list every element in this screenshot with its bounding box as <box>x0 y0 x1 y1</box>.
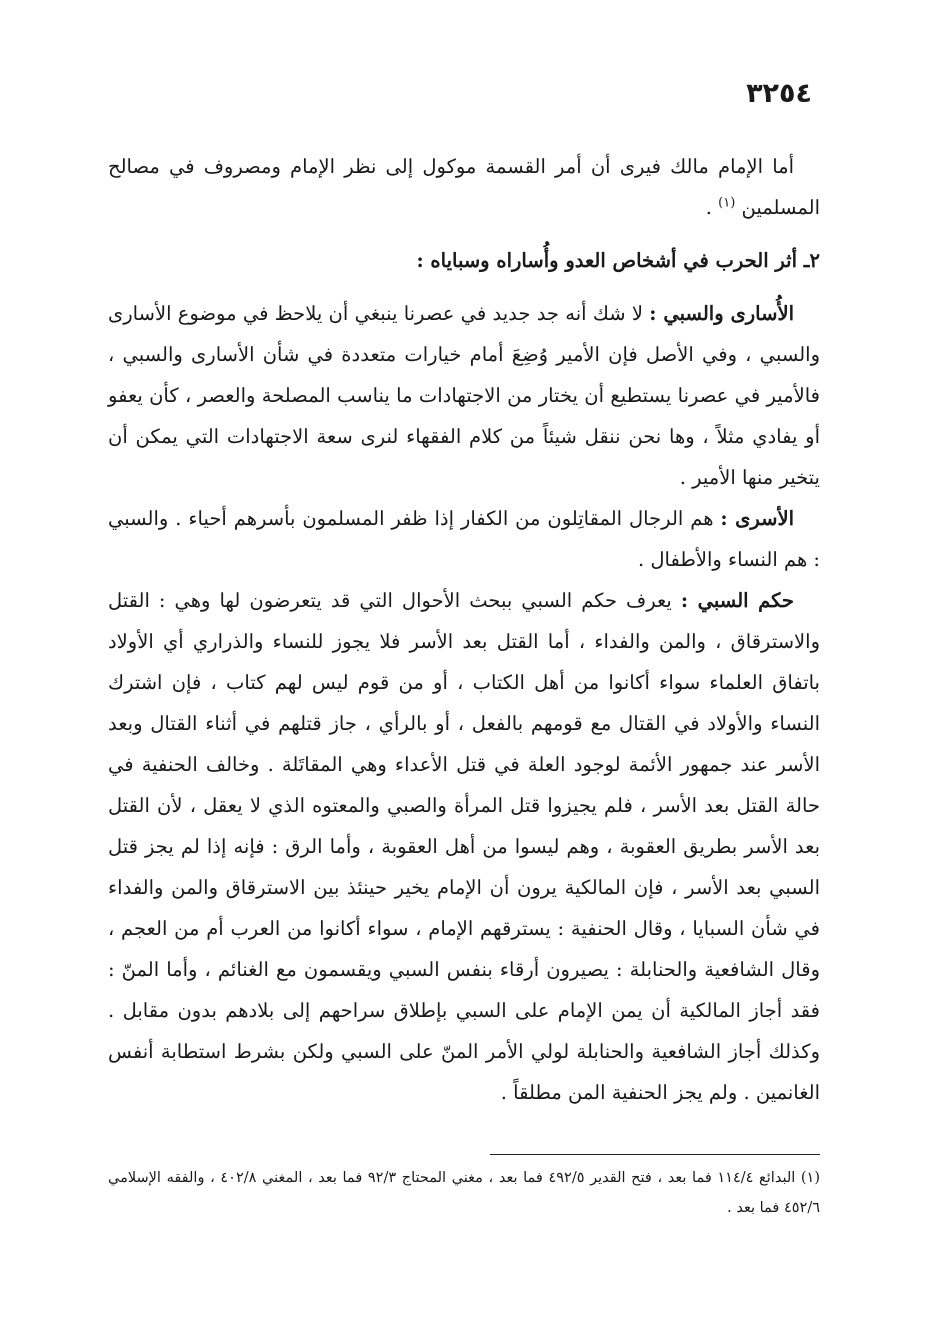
footnote-text: (١) البدائع ١١٤/٤ فما بعد ، فتح القدير ٤٩٢/٥ فما بعد ، مغني المحتاج ٩٢/٣ فما بعد ، المغني ٤٠٢/٨ ، والفقه الإسلامي ٤٥٢/٦ فما بعد . <box>108 1170 821 1216</box>
page-number: ٣٢٥٤ <box>746 78 812 109</box>
section-heading: ٢ـ أثر الحرب في أشخاص العدو وأُساراه وسباياه : <box>416 249 820 272</box>
paragraph-malik-end: . <box>705 196 719 219</box>
main-text <box>108 146 820 1113</box>
footnote-reference: (١) <box>718 195 736 211</box>
paragraph-prisoners-text: لا شك أنه جد جديد في عصرنا ينبغي أن يلاحظ في موضوع الأسارى والسبي ، وفي الأصل فإن الأمير وُضِعَ أمام خيارات متعددة في شأن الأسارى والسبي ، فالأمير في عصرنا يستطيع أن يختار من الاجتهادات ما يناسب المصلحة والعصر ، كأن يعفو أو يفادي مثلاً ، وها نحن ننقل شيئاً من كلام الفقهاء لنرى سعة الاجتهادات التي يمكن أن يتخير منها الأمير . <box>108 302 820 489</box>
paragraph-prisoners <box>108 293 820 498</box>
paragraph-ruling-lead: حكم السبي : <box>680 589 794 612</box>
paragraph-malik-text: أما الإمام مالك فيرى أن أمر القسمة موكول إلى نظر الإمام ومصروف في مصالح المسلمين <box>108 155 820 219</box>
paragraph-definition <box>108 498 820 580</box>
footnote <box>108 1163 820 1223</box>
paragraph-ruling <box>108 580 820 1113</box>
paragraph-prisoners-lead: الأُسارى والسبي : <box>649 302 794 325</box>
paragraph-definition-lead: الأسرى : <box>720 507 795 530</box>
paragraph-definition-text: هم الرجال المقاتِلون من الكفار إذا ظفر المسلمون بأسرهم أحياء . والسبي : هم النساء والأطفال . <box>108 507 820 571</box>
paragraph-ruling-text: يعرف حكم السبي ببحث الأحوال التي قد يتعرضون لها وهي : القتل والاسترقاق ، والمن والفداء ، أما القتل بعد الأسر فلا يجوز للنساء والذراري أي الأولاد باتفاق العلماء سواء أكانوا من أهل الكتاب ، أو من قوم ليس لهم كتاب ، فإن اشترك النساء والأولاد في القتال مع قومهم بالفعل ، أو بالرأي ، جاز قتلهم في أثناء القتال وبعد الأسر عند جمهور الأئمة لوجود العلة في قتل الأعداء وهي المقاتَلة . وخالف الحنفية في حالة القتل بعد الأسر ، فلم يجيزوا قتل المرأة والصبي والمعتوه الذي لا يعقل ، لأن القتل بعد الأسر بطريق العقوبة ، وهم ليسوا من أهل العقوبة ، وأما الرق : فإنه إذا لم يجز قتل السبي بعد الأسر ، فإن المالكية يرون أن الإمام يخير حينئذ بين الاسترقاق والمن والفداء في شأن السبايا ، وقال الحنفية : يسترقهم الإمام ، سواء أكانوا من العرب أم من العجم ، وقال الشافعية والحنابلة : يصيرون أرقاء بنفس السبي ويقسمون مع الغنائم ، وأما المنّ : فقد أجاز المالكية أن يمن الإمام على السبي بإطلاق سراحهم إلى بلادهم بدون مقابل . وكذلك أجاز الشافعية والحنابلة لولي الأمر المنّ على السبي ولكن بشرط استطابة أنفس الغانمين . ولم يجز الحنفية المن مطلقاً . <box>108 589 820 1104</box>
paragraph-malik <box>108 146 820 228</box>
footnote-divider <box>490 1154 820 1155</box>
